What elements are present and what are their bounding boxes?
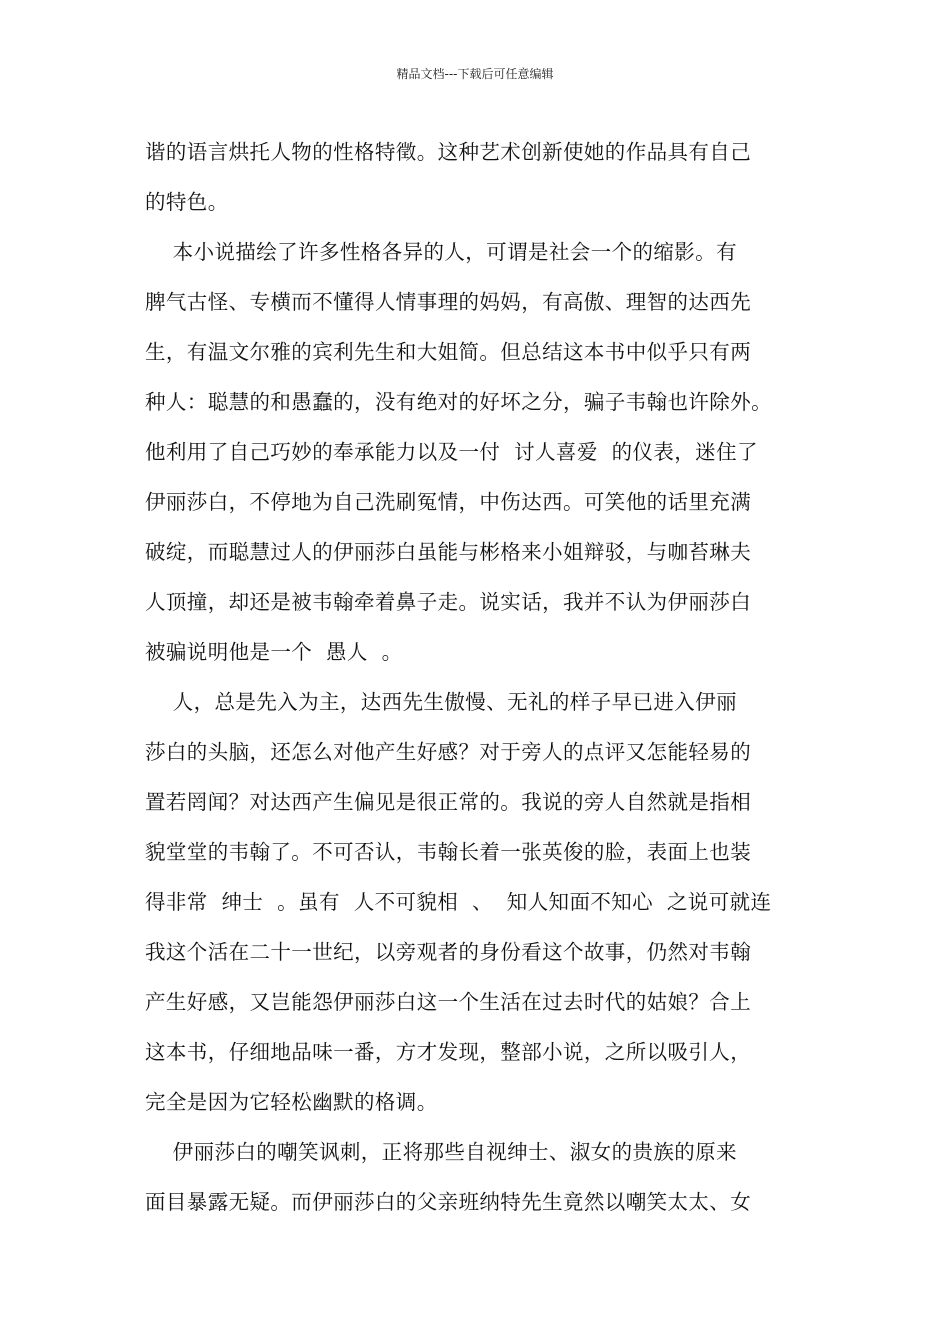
text-line: 种人：聪慧的和愚蠢的，没有绝对的好坏之分，骗子韦翰也许除外。 [145,390,772,414]
text-line: 伊丽莎白的嘲笑讽刺，正将那些自视绅士、淑女的贵族的原来 [145,1140,737,1164]
text-line: 貌堂堂的韦翰了。不可否认，韦翰长着一张英俊的脸，表面上也装 [145,840,752,864]
text-line: 的特色。 [145,190,229,214]
text-line: 破绽，而聪慧过人的伊丽莎白虽能与彬格来小姐辩驳，与咖苔琳夫 [145,540,752,564]
text-line: 产生好感，又岂能怨伊丽莎白这一个生活在过去时代的姑娘？合上 [145,990,752,1014]
text-line: 完全是因为它轻松幽默的格调。 [145,1090,438,1114]
text-line: 他利用了自己巧妙的奉承能力以及一付 讨人喜爱 的仪表，迷住了 [145,440,758,464]
text-line: 这本书，仔细地品味一番，方才发现，整部小说，之所以吸引人， [145,1040,752,1064]
text-line: 谐的语言烘托人物的性格特徵。这种艺术创新使她的作品具有自己 [145,140,752,164]
text-line: 人，总是先入为主，达西先生傲慢、无礼的样子早已进入伊丽 [145,690,737,714]
text-line: 面目暴露无疑。而伊丽莎白的父亲班纳特先生竟然以嘲笑太太、女 [145,1190,752,1214]
text-line: 生，有温文尔雅的宾利先生和大姐简。但总结这本书中似乎只有两 [145,340,752,364]
text-line: 莎白的头脑，还怎么对他产生好感？对于旁人的点评又怎能轻易的 [145,740,752,764]
text-line: 人顶撞，却还是被韦翰牵着鼻子走。说实话，我并不认为伊丽莎白 [145,590,752,614]
text-line: 被骗说明他是一个 愚人 。 [145,640,403,664]
text-line: 置若罔闻？对达西产生偏见是很正常的。我说的旁人自然就是指相 [145,790,752,814]
text-line: 脾气古怪、专横而不懂得人情事理的妈妈，有高傲、理智的达西先 [145,290,752,314]
text-line: 我这个活在二十一世纪，以旁观者的身份看这个故事，仍然对韦翰 [145,940,752,964]
page-header: 精品文档---下载后可任意编辑 [396,67,554,81]
text-line: 本小说描绘了许多性格各异的人，可谓是社会一个的缩影。有 [145,240,737,264]
text-line: 伊丽莎白，不停地为自己洗刷冤情，中伤达西。可笑他的话里充满 [145,490,752,514]
document-body [145,127,815,1227]
text-line: 得非常 绅士 。虽有 人不可貌相 、 知人知面不知心 之说可就连 [145,890,772,914]
